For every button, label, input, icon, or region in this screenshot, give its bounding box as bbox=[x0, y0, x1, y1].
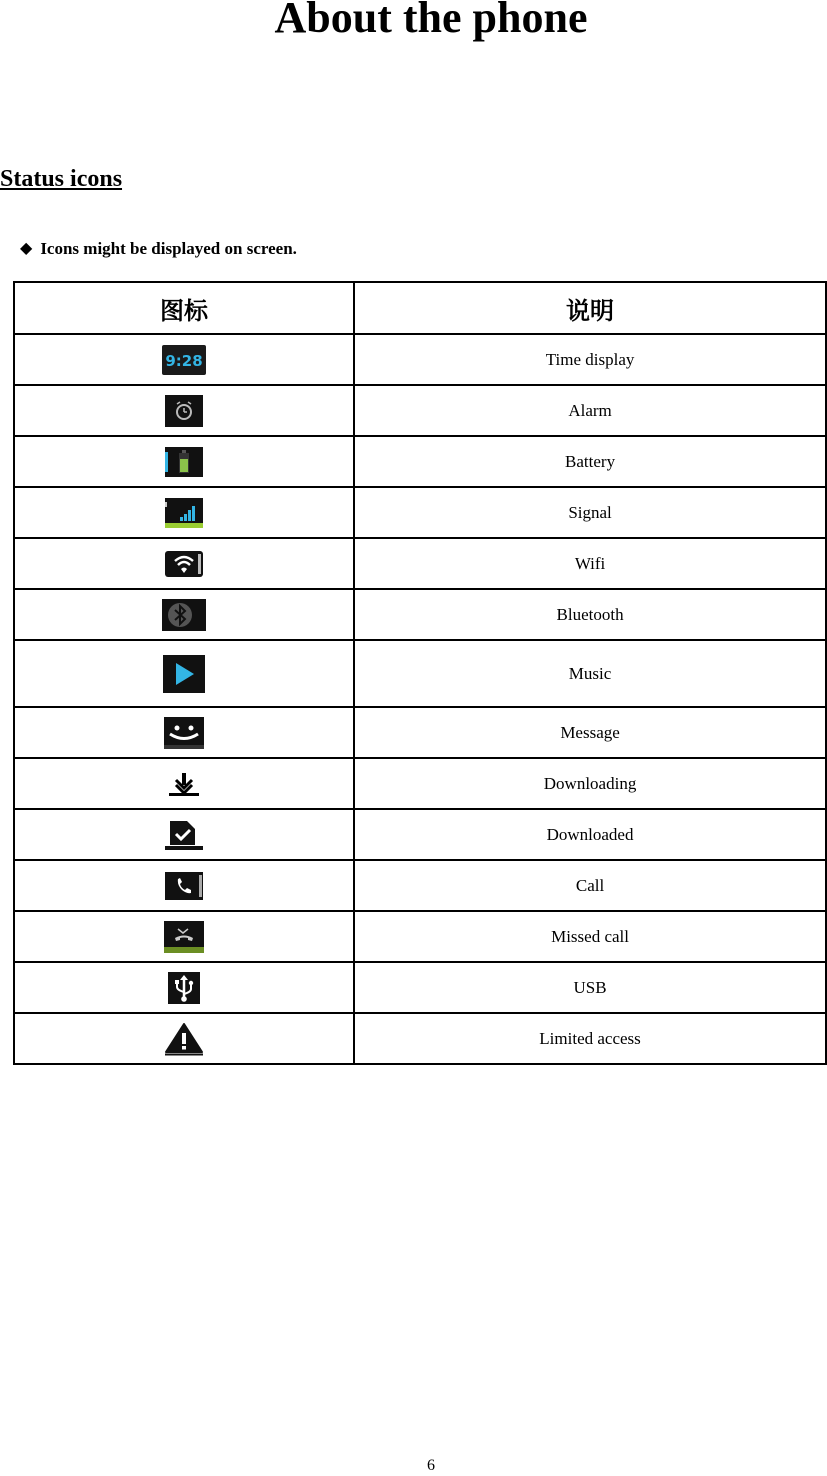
status-icons-table bbox=[13, 281, 827, 1065]
battery-icon bbox=[165, 447, 203, 477]
message-icon bbox=[164, 717, 204, 749]
table-row bbox=[14, 487, 826, 538]
icon-cell bbox=[14, 962, 354, 1013]
downloaded-icon bbox=[165, 819, 203, 851]
table-row bbox=[14, 436, 826, 487]
note-text: Icons might be displayed on screen. bbox=[40, 239, 297, 258]
table-row bbox=[14, 809, 826, 860]
table-row bbox=[14, 758, 826, 809]
table-row bbox=[14, 860, 826, 911]
call-icon bbox=[165, 872, 203, 900]
table-row bbox=[14, 538, 826, 589]
description-cell: Signal bbox=[354, 487, 826, 538]
description-cell: Battery bbox=[354, 436, 826, 487]
icon-cell bbox=[14, 1013, 354, 1064]
limited-access-icon bbox=[164, 1022, 204, 1056]
time-display-icon bbox=[162, 345, 206, 375]
missed-call-icon bbox=[164, 921, 204, 953]
table-row bbox=[14, 640, 826, 707]
icon-cell bbox=[14, 640, 354, 707]
description-cell: Alarm bbox=[354, 385, 826, 436]
section-title: Status icons bbox=[0, 166, 123, 192]
icon-cell bbox=[14, 911, 354, 962]
icon-cell bbox=[14, 487, 354, 538]
description-cell: Limited access bbox=[354, 1013, 826, 1064]
description-cell: USB bbox=[354, 962, 826, 1013]
icon-cell bbox=[14, 538, 354, 589]
description-cell: Missed call bbox=[354, 911, 826, 962]
icon-cell bbox=[14, 589, 354, 640]
table-row bbox=[14, 1013, 826, 1064]
table-row bbox=[14, 589, 826, 640]
icon-cell bbox=[14, 758, 354, 809]
table-row bbox=[14, 385, 826, 436]
icon-cell bbox=[14, 860, 354, 911]
signal-icon bbox=[165, 498, 203, 528]
bluetooth-icon bbox=[162, 599, 206, 631]
wifi-icon bbox=[165, 551, 203, 577]
description-cell: Downloading bbox=[354, 758, 826, 809]
table-row bbox=[14, 911, 826, 962]
usb-icon bbox=[168, 972, 200, 1004]
description-cell: Time display bbox=[354, 334, 826, 385]
table-row bbox=[14, 334, 826, 385]
description-cell: Bluetooth bbox=[354, 589, 826, 640]
icon-cell bbox=[14, 385, 354, 436]
alarm-icon bbox=[165, 395, 203, 427]
table-header-row bbox=[14, 282, 826, 334]
description-cell: Music bbox=[354, 640, 826, 707]
time-display-text: 9:28 bbox=[165, 351, 203, 370]
description-cell: Downloaded bbox=[354, 809, 826, 860]
icon-cell bbox=[14, 334, 354, 385]
page-title: About the phone bbox=[274, 0, 588, 42]
header-icon: 图标 bbox=[14, 282, 354, 334]
description-cell: Call bbox=[354, 860, 826, 911]
page-number: 6 bbox=[427, 1457, 435, 1474]
table-row bbox=[14, 707, 826, 758]
downloading-icon bbox=[167, 771, 201, 797]
description-cell: Message bbox=[354, 707, 826, 758]
diamond-bullet-icon: ◆ bbox=[20, 240, 33, 257]
table-row bbox=[14, 962, 826, 1013]
description-cell: Wifi bbox=[354, 538, 826, 589]
icon-cell bbox=[14, 436, 354, 487]
note-line bbox=[20, 238, 297, 260]
icon-cell bbox=[14, 707, 354, 758]
icon-cell bbox=[14, 809, 354, 860]
header-description: 说明 bbox=[354, 282, 826, 334]
music-play-icon bbox=[163, 655, 205, 693]
